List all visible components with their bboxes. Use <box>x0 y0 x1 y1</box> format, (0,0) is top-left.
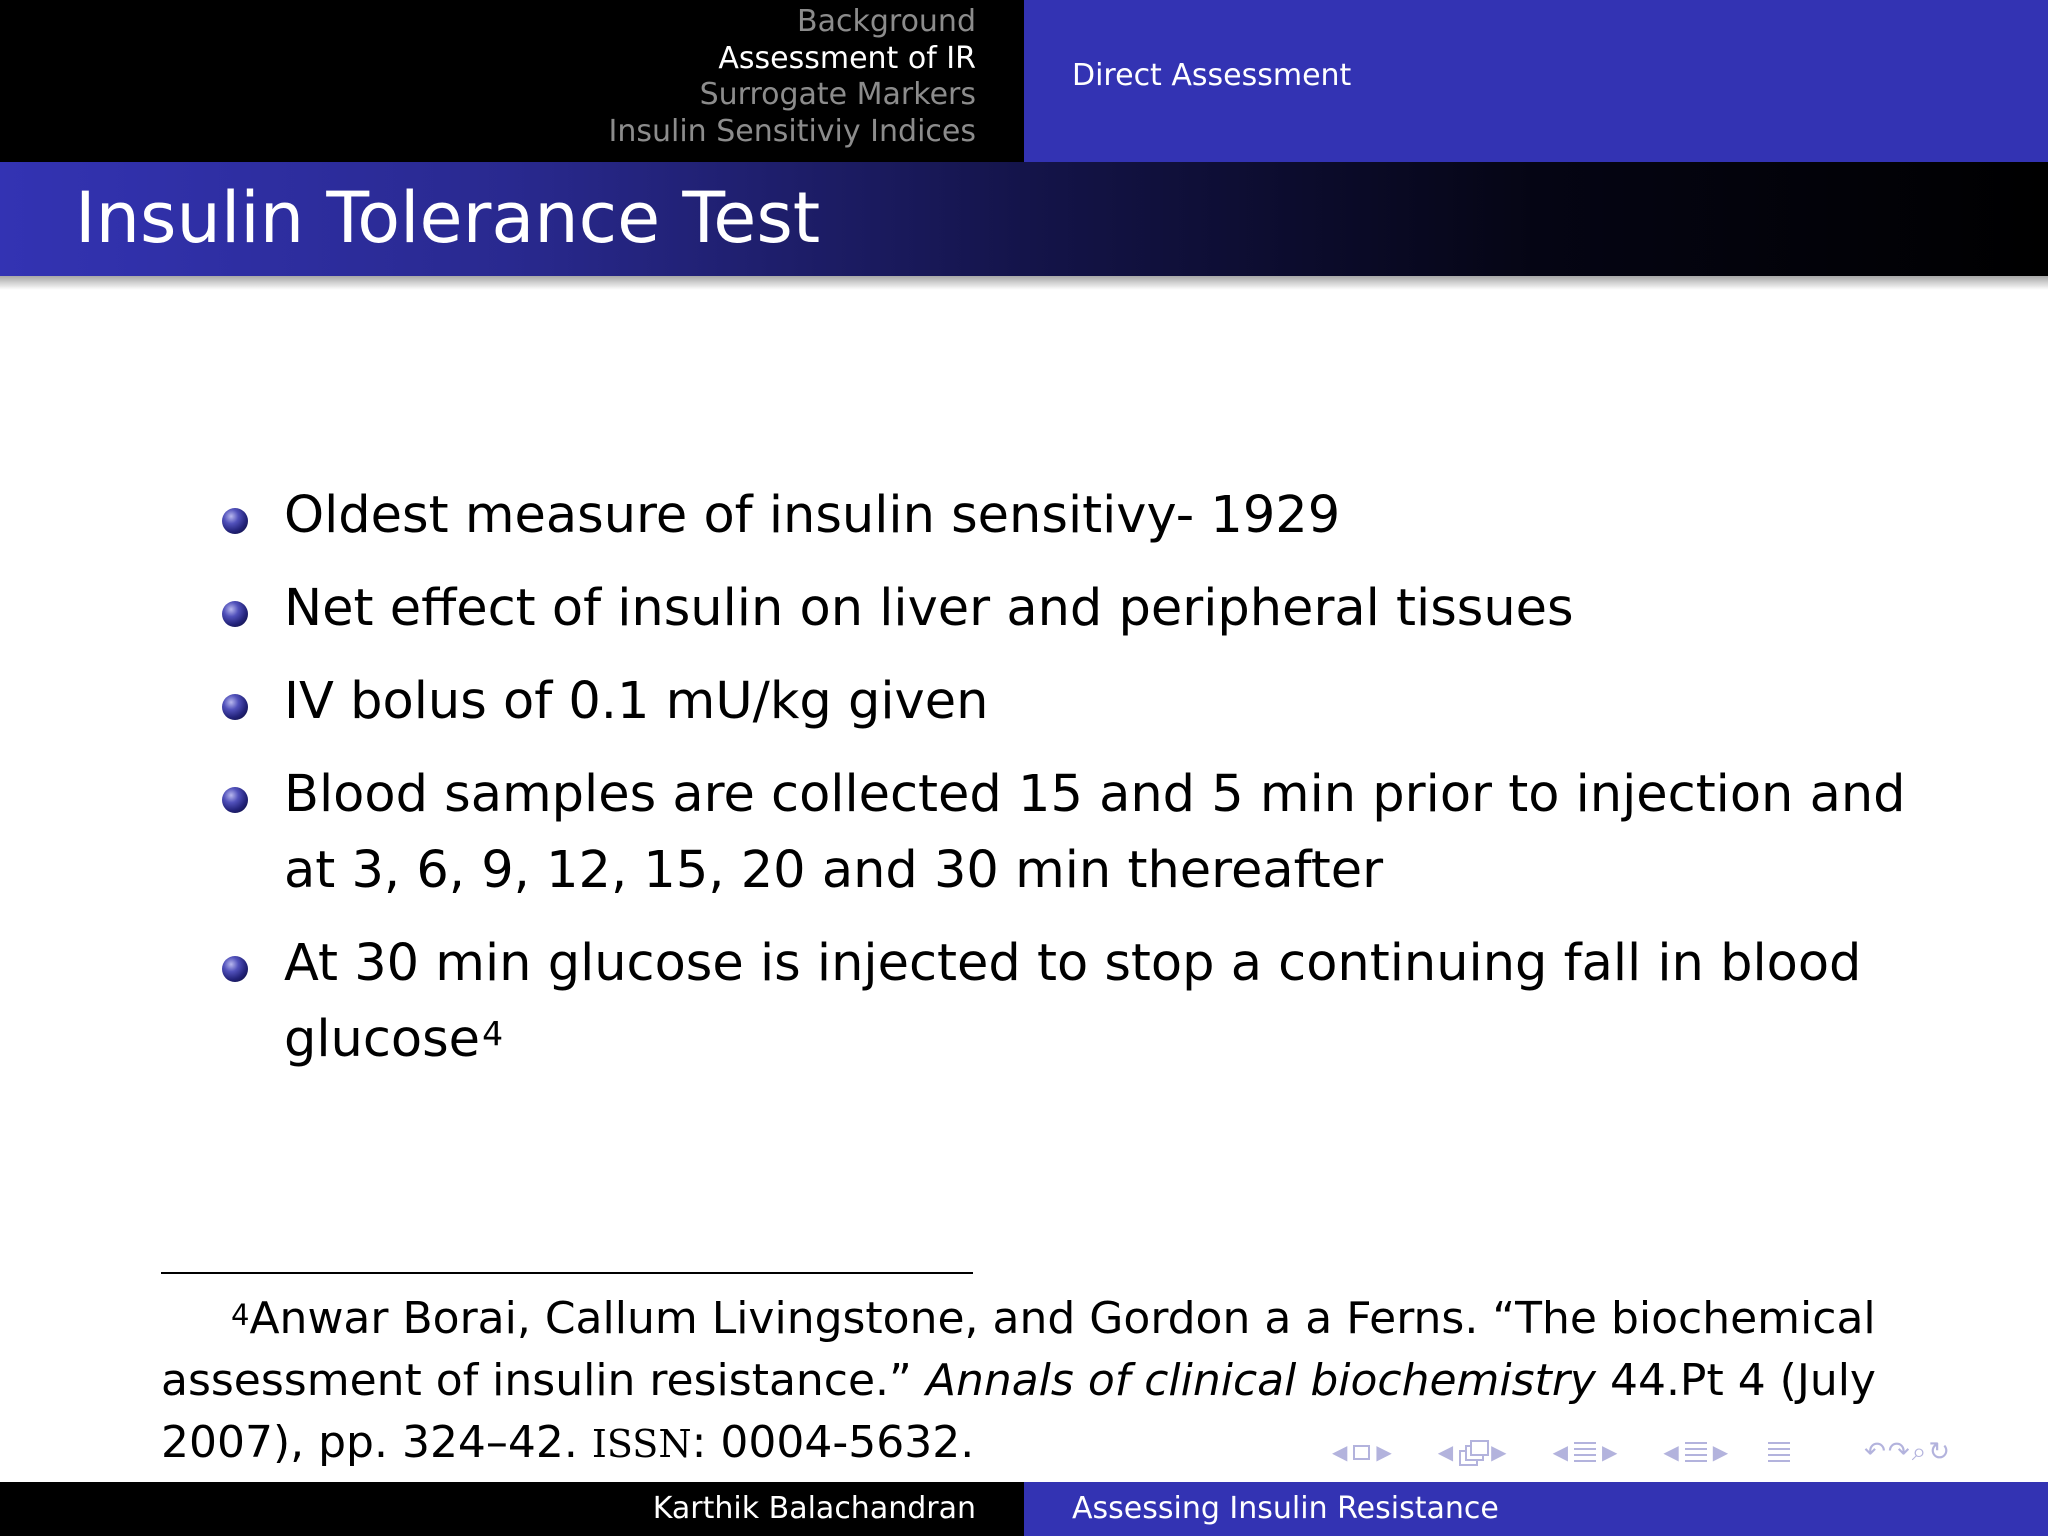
nav-section-group <box>1657 1440 1734 1464</box>
slide-icon[interactable] <box>1353 1445 1370 1460</box>
frame-title: Insulin Tolerance Test <box>75 177 821 259</box>
back-forward-search-icon[interactable]: ↶↷⌕↻ <box>1864 1436 1953 1467</box>
frame-icon[interactable] <box>1459 1440 1485 1464</box>
subsection-icon[interactable] <box>1574 1442 1596 1462</box>
footline-title-panel <box>1024 1482 2048 1536</box>
bullet-item <box>222 571 1942 647</box>
footnote-journal: Annals of clinical biochemistry <box>925 1355 1596 1406</box>
navigation-symbols <box>1326 1432 1952 1472</box>
bullet-ball-icon <box>222 956 248 982</box>
footline-author: Karthik Balachandran <box>652 1491 976 1526</box>
headline-subsection-panel <box>1024 0 2048 162</box>
nav-frame-group <box>1432 1440 1513 1464</box>
bullet-text: Blood samples are collected 15 and 5 min prior to injection and at 3, 6, 9, 12, 15, 20 and 30 min thereafter <box>284 765 1906 900</box>
prev-slide-arrow-icon[interactable]: ◀ <box>1332 1440 1348 1464</box>
title-bar-shadow <box>0 276 2048 290</box>
next-subsection-arrow-icon[interactable]: ▶ <box>1601 1440 1618 1464</box>
footnote-mark: 4 <box>231 1298 250 1332</box>
next-frame-arrow-icon[interactable]: ▶ <box>1491 1440 1507 1464</box>
document-icon[interactable] <box>1768 1442 1790 1462</box>
footnote-issn-value: : 0004-5632. <box>691 1417 975 1468</box>
bullet-item <box>222 664 1942 740</box>
next-slide-arrow-icon[interactable]: ▶ <box>1376 1440 1392 1464</box>
bullet-item <box>222 757 1942 909</box>
nav-section-background[interactable]: Background <box>797 4 976 39</box>
headline-sections-panel <box>0 0 1024 162</box>
nav-section-surrogate-markers[interactable]: Surrogate Markers <box>699 77 976 112</box>
footnote-reference[interactable]: 4 <box>482 1014 504 1053</box>
prev-section-arrow-icon[interactable]: ◀ <box>1663 1440 1679 1464</box>
bullet-item <box>222 926 1942 1078</box>
bullet-ball-icon <box>222 694 248 720</box>
bullet-ball-icon <box>222 787 248 813</box>
nav-section-assessment-of-ir[interactable]: Assessment of IR <box>718 40 976 76</box>
nav-subsection-direct-assessment[interactable]: Direct Assessment <box>1072 58 1352 93</box>
prev-frame-arrow-icon[interactable]: ◀ <box>1437 1440 1454 1464</box>
bullet-text: Oldest measure of insulin sensitivy- 1929 <box>284 486 1341 545</box>
bullet-item <box>222 478 1942 554</box>
footnote-rule <box>161 1272 973 1274</box>
nav-slide-group <box>1326 1440 1398 1464</box>
bullet-text: IV bolus of 0.1 mU/kg given <box>284 672 989 731</box>
frame-title-bar <box>0 162 2048 276</box>
bullet-text: At 30 min glucose is injected to stop a continuing fall in blood glucose <box>284 934 1862 1069</box>
prev-subsection-arrow-icon[interactable]: ◀ <box>1552 1440 1568 1464</box>
bullet-ball-icon <box>222 508 248 534</box>
bullet-ball-icon <box>222 601 248 627</box>
footline-author-panel <box>0 1482 1024 1536</box>
footnote-volume-date: 44.Pt 4 (July 2007), pp. 324–42. <box>161 1355 1876 1468</box>
nav-section-insulin-sensitivity-indices[interactable]: Insulin Sensitiviy Indices <box>608 113 976 149</box>
footnote-authors-title: Anwar Borai, Callum Livingstone, and Gordon a a Ferns. “The biochemical assessment of insulin resistance.” <box>161 1293 1876 1406</box>
nav-document-group <box>1768 1442 1790 1462</box>
nav-subsection-group <box>1547 1440 1624 1464</box>
bullet-list <box>222 478 1942 1095</box>
next-section-arrow-icon[interactable]: ▶ <box>1712 1440 1729 1464</box>
section-icon[interactable] <box>1685 1442 1707 1462</box>
footnote-issn-label: ISSN <box>591 1422 692 1466</box>
section-navigation <box>609 4 977 150</box>
bullet-text: Net effect of insulin on liver and peripheral tissues <box>284 579 1574 638</box>
footline-title: Assessing Insulin Resistance <box>1072 1491 1499 1526</box>
